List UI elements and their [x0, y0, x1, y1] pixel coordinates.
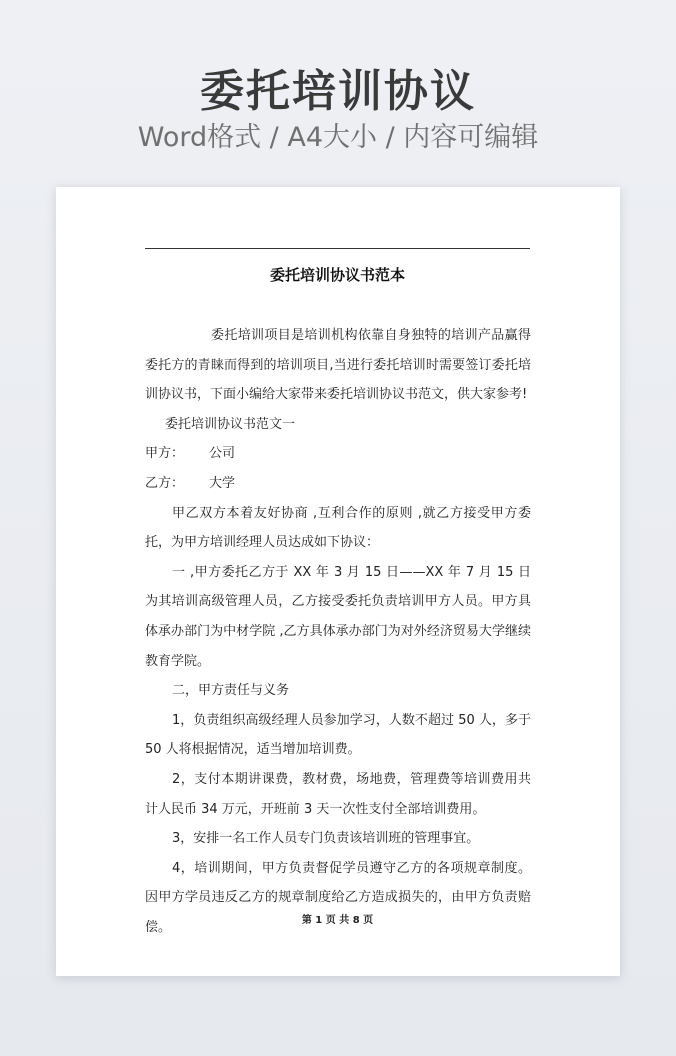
banner-title: 委托培训协议 [200, 66, 476, 117]
party-a-label: 甲方： [145, 446, 185, 462]
body-paragraph: 1，负责组织高级经理人员参加学习，人数不超过 50 人，多于 50 人将根据情况，适当增加培训费。 [145, 712, 531, 758]
page-footer: 第 1 页 共 8 页 [301, 915, 374, 926]
body-paragraph: 3，安排一名工作人员专门负责该培训班的管理事宜。 [172, 831, 480, 847]
section-heading: 二，甲方责任与义务 [172, 683, 290, 699]
body-paragraph: 4，培训期间，甲方负责督促学员遵守乙方的各项规章制度。因甲方学员违反乙方的规章制度给乙方造成损失的，由甲方负责赔偿。 [145, 860, 531, 935]
banner-subtitle: Word格式 / A4大小 / 内容可编辑 [137, 122, 539, 153]
party-a-line [145, 439, 531, 469]
document-page [56, 187, 620, 976]
document-title: 委托培训协议书范本 [269, 266, 405, 284]
party-a-value: 公司 [209, 446, 236, 462]
header-rule [145, 248, 530, 249]
body-paragraph: 甲乙双方本着友好协商 ,互利合作的原则 ,就乙方接受甲方委托，为甲方培训经理人员达成如下协议： [145, 505, 531, 551]
party-b-value: 大学 [209, 475, 236, 491]
body-paragraph: 2，支付本期讲课费，教材费，场地费，管理费等培训费用共计人民币 34 万元，开班前 3 天一次性支付全部培训费用。 [145, 771, 531, 817]
party-b-line [145, 469, 531, 499]
body-paragraph: 一 ,甲方委托乙方于 XX 年 3 月 15 日——XX 年 7 月 15 日为其培训高级管理人员，乙方接受委托负责培训甲方人员。甲方具体承办部门为中材学院 ,乙方具体承办部门为对外经济贸易大学继续教育学院。 [145, 564, 531, 669]
sample-heading: 委托培训协议书范文一 [165, 416, 296, 432]
document-body [145, 321, 531, 942]
party-b-label: 乙方： [145, 475, 185, 491]
intro-paragraph: 委托培训项目是培训机构依靠自身独特的培训产品赢得委托方的青睐而得到的培训项目,当进行委托培训时需要签订委托培训协议书，下面小编给大家带来委托培训协议书范文，供大家参考! [145, 328, 531, 403]
